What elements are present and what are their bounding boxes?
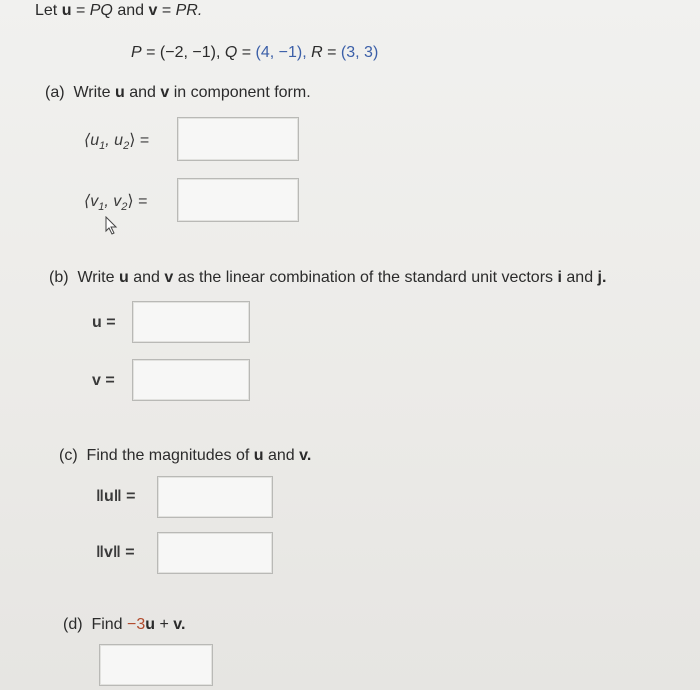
coefficient: −3 (127, 616, 146, 633)
problem-statement (35, 2, 202, 20)
text: Write (73, 84, 111, 101)
v-linear-input[interactable] (132, 359, 250, 401)
linear-expression-input[interactable] (99, 644, 213, 686)
text: Find the magnitudes of (86, 447, 250, 464)
u-components-input[interactable] (177, 117, 299, 161)
vector-pq: PQ (89, 2, 113, 19)
text-let: Let (35, 2, 58, 19)
point-p-value: (−2, −1), (159, 44, 221, 61)
vector-v: v. (173, 616, 186, 633)
text: ⟩ = (129, 132, 150, 149)
equals-sign: = (75, 2, 86, 19)
points-definition: P = (−2, −1), Q = (4, −1), R = (3, 3) (131, 44, 379, 61)
text: ⟨v (84, 193, 99, 210)
v-linear-label: v = (92, 372, 115, 389)
unit-vector-i: i (557, 269, 562, 286)
vector-pr: PR. (175, 2, 203, 19)
vector-u: u (61, 2, 72, 19)
part-c-label: (c) (59, 447, 78, 464)
part-a-label: (a) (45, 84, 65, 101)
part-a-prompt (45, 84, 311, 102)
part-b-prompt (49, 269, 606, 287)
vector-v: v (160, 84, 170, 101)
point-r-value: (3, 3) (340, 44, 379, 61)
text: in component form. (173, 84, 311, 101)
text: , v (104, 193, 122, 210)
equals-sign: = (161, 2, 172, 19)
vector-u: u (253, 447, 264, 464)
vector-v: v. (299, 447, 312, 464)
vector-v: v (164, 269, 174, 286)
subscript: 1 (98, 201, 105, 214)
text: , u (105, 132, 124, 149)
v-magnitude-label: ‖v‖ = (96, 544, 135, 561)
u-magnitude-input[interactable] (157, 476, 273, 518)
part-c-prompt (59, 447, 311, 465)
u-components-label (84, 130, 149, 152)
unit-vector-j: j. (597, 269, 607, 286)
vector-u: u (145, 616, 156, 633)
part-b-label: (b) (49, 269, 69, 286)
u-linear-label: u = (92, 314, 116, 331)
vector-v: v (148, 2, 158, 19)
u-linear-input[interactable] (132, 301, 250, 343)
point-q-label: Q (224, 44, 238, 61)
plus-sign: + (155, 616, 174, 633)
text-and: and (268, 447, 295, 464)
text: ⟩ = (127, 193, 148, 210)
vector-u: u (118, 269, 129, 286)
text: ⟨u (84, 132, 100, 149)
text-and: and (129, 84, 156, 101)
text-and: and (566, 269, 594, 286)
text-and: and (117, 2, 145, 19)
part-d-label: (d) (63, 616, 83, 633)
vector-u: u (114, 84, 125, 101)
mouse-cursor-icon (104, 216, 120, 236)
v-magnitude-input[interactable] (157, 532, 273, 574)
part-d-prompt (63, 616, 185, 634)
point-r-label: R (311, 44, 323, 61)
text: Write (77, 269, 115, 286)
v-components-input[interactable] (177, 178, 299, 222)
subscript: 2 (123, 140, 130, 153)
point-p-label: P (131, 44, 142, 61)
subscript: 1 (99, 140, 106, 153)
text: as the linear combination of the standard unit vectors (177, 269, 554, 286)
u-magnitude-label: ‖u‖ = (96, 488, 136, 505)
point-q-value: (4, −1), (255, 44, 307, 61)
text-and: and (133, 269, 160, 286)
v-components-label (84, 191, 147, 213)
text: Find (91, 616, 123, 633)
subscript: 2 (121, 201, 128, 214)
